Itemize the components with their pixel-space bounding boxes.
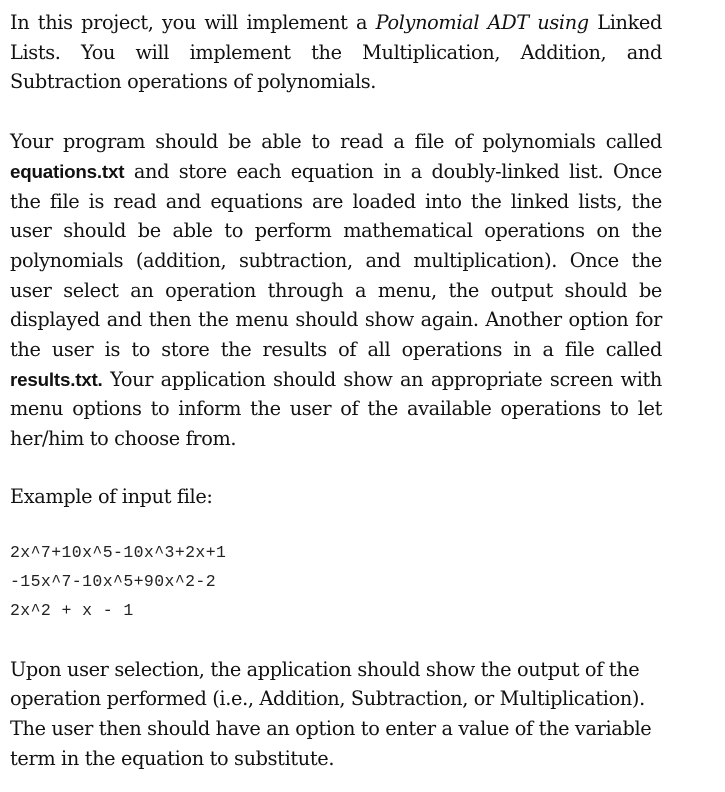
example-line: -15x^7-10x^5+90x^2-2 [10,571,217,591]
intro-text-start: In this project, you will implement a [10,11,376,34]
input-filename: equations.txt [10,160,125,182]
closing-paragraph: Upon user selection, the application should show the output of the operation performed (i.e., Addition, Subtraction, or Multiplication). The user then should have an option to enter a value of the variable term in the equation to substitute. [10,657,652,770]
intro-italic-term: Polynomial ADT using [375,11,589,34]
requirements-text-middle: and store each equation in a doubly-linked list. Once the file is read and equations are loaded into the linked lists, the user should be able to perform mathematical operations on the polynomials (addition, subtraction, and multiplication). Once the user select an operation through a menu, the output should be displayed and then the menu should show again. Another option for the user is to store the results of all operations in a file called [10,159,662,362]
paragraph-spacer [10,454,662,482]
paragraph-spacer [10,512,662,538]
example-line: 2x^2 + x - 1 [10,600,134,620]
paragraph-spacer [10,97,662,127]
requirements-paragraph [10,127,662,454]
example-line: 2x^7+10x^5-10x^3+2x+1 [10,542,227,562]
intro-text-end: Linked Lists. You will implement the Multiplication, Addition, and Subtraction operations of polynomials. [10,11,662,94]
intro-paragraph [10,8,662,97]
requirements-text-start: Your program should be able to read a file of polynomials called [10,130,662,154]
document-body [10,8,662,773]
paragraph-spacer [10,625,662,655]
requirements-text-end: Your application should show an appropriate screen with menu options to inform the user of the available operations to let her/him to choose from. [10,367,662,451]
example-heading: Example of input file: [10,484,213,508]
example-code-block [10,538,662,625]
output-filename: results.txt. [10,368,103,390]
